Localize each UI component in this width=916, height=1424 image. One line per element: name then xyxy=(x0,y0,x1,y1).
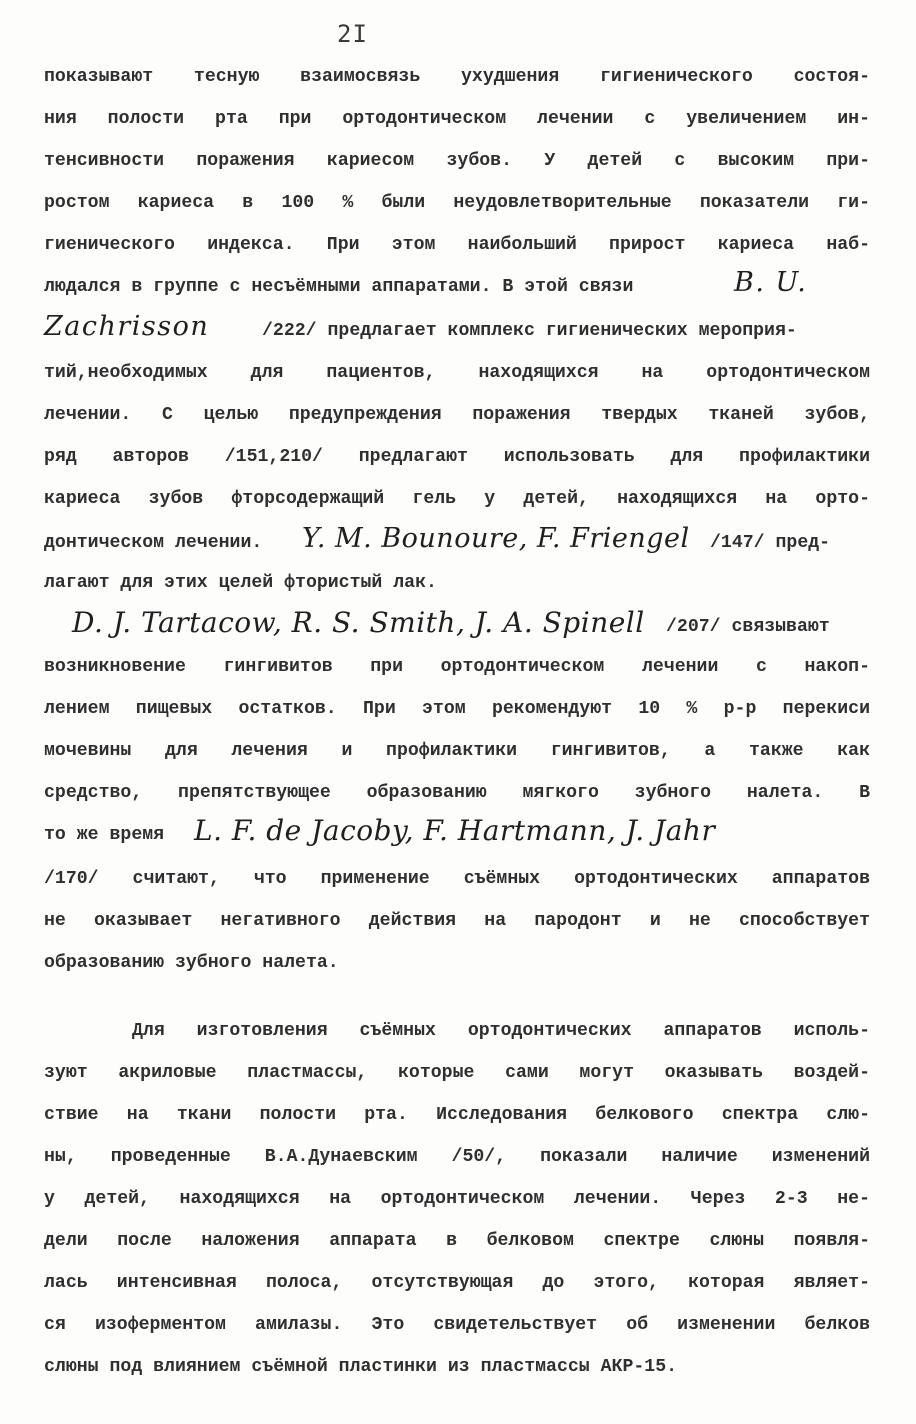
line-text: ствие на ткани полости рта. Исследования белкового спектра слю- xyxy=(44,1105,870,1125)
line-text: лась интенсивная полоса, отсутствующая до этого, которая являет- xyxy=(44,1273,870,1293)
line-text: ны, проведенные В.А.Дунаевским /50/, показали наличие изменений xyxy=(44,1147,870,1167)
line-text: людался в группе с несъёмными аппаратами. В этой связи xyxy=(44,277,634,297)
line-text: мочевины для лечения и профилактики гингивитов, а также как xyxy=(44,741,870,761)
line-text: донтическом лечении. xyxy=(44,533,263,553)
line-text: возникновение гингивитов при ортодонтическом лечении с накоп- xyxy=(44,657,870,677)
text-line xyxy=(44,1058,870,1088)
text-line xyxy=(44,62,870,92)
text-line xyxy=(44,652,870,682)
line-text: ния полости рта при ортодонтическом лечении с увеличением ин- xyxy=(44,109,870,129)
text-line xyxy=(44,146,870,176)
handwritten-author-name: B. U. xyxy=(734,267,808,298)
handwritten-author-name: L. F. de Jacoby, F. Hartmann, J. Jahr xyxy=(194,814,716,847)
text-line xyxy=(44,230,870,260)
text-line xyxy=(44,311,870,346)
handwritten-author-name: D. J. Tartacow, R. S. Smith, J. A. Spinell xyxy=(72,606,645,639)
text-line xyxy=(44,606,870,642)
line-text: ростом кариеса в 100 % были неудовлетворительные показатели ги- xyxy=(44,193,870,213)
line-text: /170/ считают, что применение съёмных ортодонтических аппаратов xyxy=(44,869,870,889)
text-line xyxy=(44,400,870,430)
text-line xyxy=(44,906,870,936)
text-line xyxy=(44,104,870,134)
text-line xyxy=(44,864,870,894)
text-line xyxy=(44,1184,870,1214)
text-line xyxy=(44,814,870,850)
line-text: гиенического индекса. При этом наибольший прирост кариеса наб- xyxy=(44,235,870,255)
text-line xyxy=(44,694,870,724)
line-text: лечении. С целью предупреждения поражения твердых тканей зубов, xyxy=(44,405,870,425)
text-line xyxy=(44,1268,870,1298)
line-text: лением пищевых остатков. При этом рекомендуют 10 % р-р перекиси xyxy=(44,699,870,719)
line-text: у детей, находящихся на ортодонтическом лечении. Через 2-3 не- xyxy=(44,1189,870,1209)
line-text: ряд авторов /151,210/ предлагают использовать для профилактики xyxy=(44,447,870,467)
text-line xyxy=(44,1100,870,1130)
line-text: тенсивности поражения кариесом зубов. У детей с высоким при- xyxy=(44,151,870,171)
line-text: показывают тесную взаимосвязь ухудшения гигиенического состоя- xyxy=(44,67,870,87)
line-text: зуют акриловые пластмассы, которые сами могут оказывать воздей- xyxy=(44,1063,870,1083)
line-text: образованию зубного налета. xyxy=(44,953,339,973)
line-text: кариеса зубов фторсодержащий гель у детей, находящихся на орто- xyxy=(44,489,870,509)
line-text: не оказывает негативного действия на пародонт и не способствует xyxy=(44,911,870,931)
line-text: тий,необходимых для пациентов, находящихся на ортодонтическом xyxy=(44,363,870,383)
text-line xyxy=(44,267,870,302)
text-line xyxy=(44,484,870,514)
text-line xyxy=(44,523,870,558)
page-number: 2I xyxy=(337,20,368,48)
line-text: ся изоферментом амилазы. Это свидетельствует об изменении белков xyxy=(44,1315,870,1335)
line-text: лагают для этих целей фтористый лак. xyxy=(44,573,437,593)
line-text: средство, препятствующее образованию мягкого зубного налета. В xyxy=(44,783,870,803)
text-line xyxy=(44,568,870,598)
handwritten-author-name: Y. M. Bounoure, F. Friengel xyxy=(302,523,690,554)
text-line xyxy=(44,1142,870,1172)
text-line xyxy=(44,1310,870,1340)
line-text: то же время xyxy=(44,825,165,845)
line-text: слюны под влиянием съёмной пластинки из пластмассы АКР-15. xyxy=(44,1357,678,1377)
handwritten-author-name: Zachrisson xyxy=(44,311,210,342)
text-line xyxy=(44,948,870,978)
line-text: дели после наложения аппарата в белковом спектре слюны появля- xyxy=(44,1231,870,1251)
text-line xyxy=(44,1226,870,1256)
text-line xyxy=(44,736,870,766)
text-line xyxy=(44,778,870,808)
line-text: /222/ предлагает комплекс гигиенических мероприя- xyxy=(262,321,797,341)
line-text: Для изготовления съёмных ортодонтических аппаратов исполь- xyxy=(132,1021,870,1041)
line-text: /147/ пред- xyxy=(710,533,831,553)
text-line xyxy=(132,1016,870,1046)
text-line xyxy=(44,442,870,472)
text-line xyxy=(44,358,870,388)
text-line xyxy=(44,188,870,218)
line-text: /207/ связывают xyxy=(666,617,830,637)
text-line xyxy=(44,1352,870,1382)
